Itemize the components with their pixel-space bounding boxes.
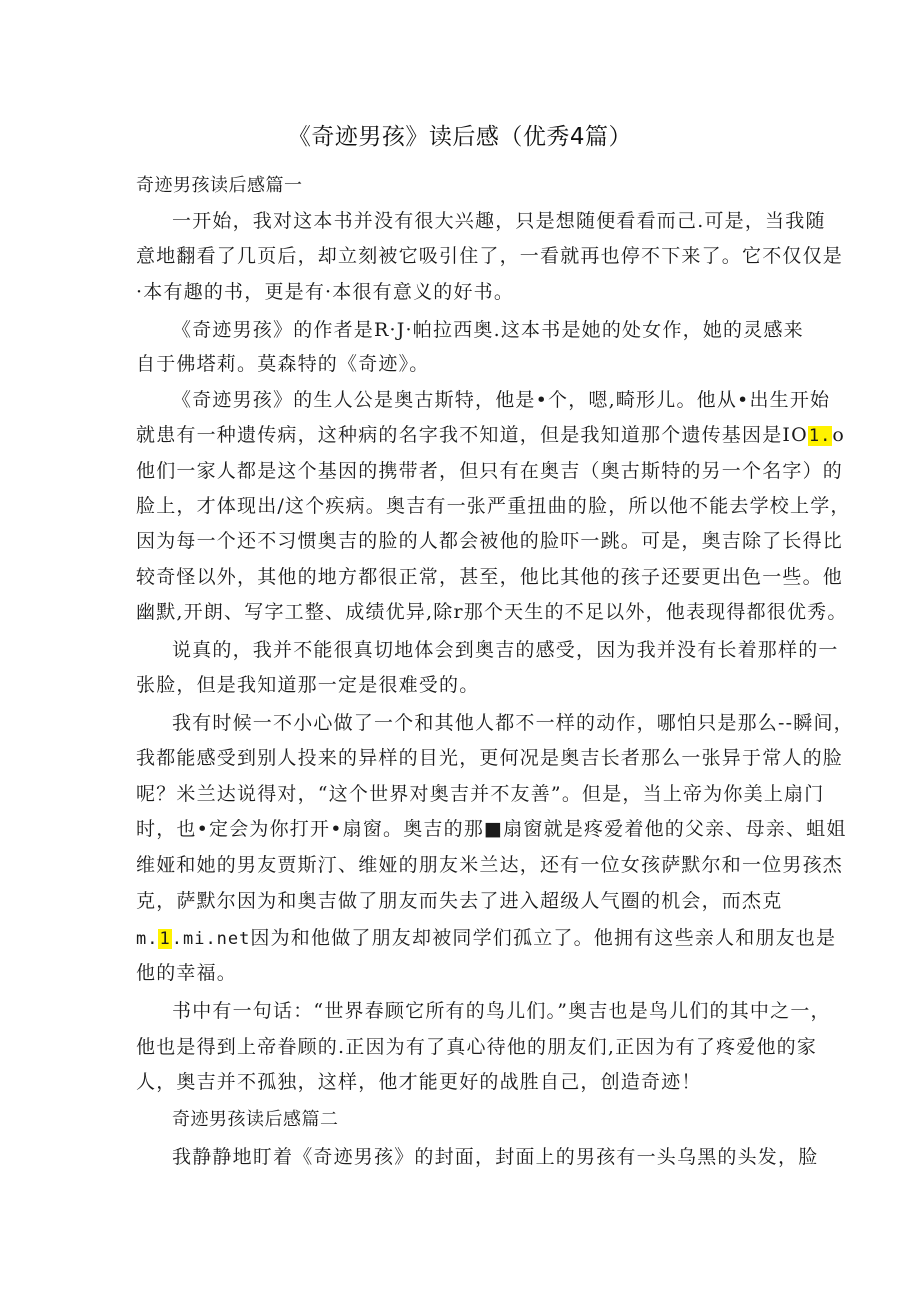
paragraph-line: 呢？米兰达说得对，“这个世界对奥吉并不友善”。但是，当上帝为你美上扇门 <box>136 783 825 805</box>
paragraph-line: 说真的，我并不能很真切地体会到奥吉的感受，因为我并没有长着那样的一 <box>172 639 839 661</box>
paragraph-line: 《奇迹男孩》的生人公是奥古斯特，他是•个，嗯,畸形儿。他从•出生开始 <box>172 389 831 411</box>
paragraph-line: 我有时候一不小心做了一个和其他人都不一样的动作，哪怕只是那么--瞬间， <box>172 712 854 734</box>
paragraph-line: 《奇迹男孩》的作者是R·J·帕拉西奥.这本书是她的处女作，她的灵感来 <box>172 319 804 341</box>
section-heading-1: 奇迹男孩读后感篇一 <box>136 175 303 196</box>
paragraph-line: 意地翻看了几页后，却立刻被它吸引住了，一看就再也停不下来了。它不仅仅是 <box>136 245 844 267</box>
highlighted-text: 1 <box>159 929 171 949</box>
paragraph-line: 他也是得到上帝眷顾的.正因为有了真心待他的朋友们,正因为有了疼爱他的家 <box>136 1036 818 1058</box>
paragraph-line <box>136 423 845 448</box>
paragraph-line <box>136 926 836 951</box>
line-text: 就患有一种遗传病，这种病的名字我不知道，但是我知道那个遗传基因是IO <box>136 424 808 446</box>
paragraph-line: 幽默,开朗、写字工整、成绩优异,除r那个天生的不足以外，他表现得都很优秀。 <box>136 601 848 623</box>
paragraph-line: 自于佛塔莉。莫森特的《奇迹》。 <box>136 353 430 375</box>
paragraph-line: 维娅和她的男友贾斯汀、维娅的朋友米兰达，还有一位女孩萨默尔和一位男孩杰 <box>136 854 844 876</box>
paragraph-line: 脸上，才体现出/这个疾病。奥吉有一张严重扭曲的脸，所以他不能去学校上学， <box>136 495 851 517</box>
line-text: m. <box>136 929 159 949</box>
highlighted-text: 1. <box>808 426 832 446</box>
paragraph-line: 时，也•定会为你打开•扇窗。奥吉的那■扇窗就是疼爱着他的父亲、母亲、蛆姐 <box>136 818 847 840</box>
paragraph-line: 一开始，我对这本书并没有很大兴趣，只是想随便看看而己.可是，当我随 <box>172 210 826 232</box>
paragraph-line: 我都能感受到别人投来的异样的目光，更何况是奥吉长者那么一张异于常人的脸 <box>136 747 844 769</box>
paragraph-line: 克，萨默尔因为和奥吉做了朋友而失去了进入超级人气圈的机会，而杰克 <box>136 890 783 912</box>
paragraph-line: 张脸，但是我知道那一定是很难受的。 <box>136 674 480 696</box>
section-heading-2: 奇迹男孩读后感篇二 <box>172 1109 339 1130</box>
paragraph-line: 因为每一个还不习惯奥吉的脸的人都会被他的脸吓一跳。可是，奥吉除了长得比 <box>136 530 844 552</box>
paragraph-line: ·本有趣的书，更是有·本很有意义的好书。 <box>136 281 515 303</box>
line-text: o <box>832 424 846 446</box>
document-title: 《奇迹男孩》读后感（优秀4篇） <box>287 124 633 150</box>
paragraph-line: 他的幸福。 <box>136 962 238 984</box>
paragraph-line: 他们一家人都是这个基因的携带者，但只有在奥吉（奥古斯特的另一个名字）的 <box>136 460 844 482</box>
paragraph-line: 人，奥吉并不孤独，这样，他才能更好的战胜自己，创造奇迹！ <box>136 1071 702 1093</box>
paragraph-line: 我静静地盯着《奇迹男孩》的封面，封面上的男孩有一头乌黑的头发，脸 <box>172 1146 819 1168</box>
paragraph-line: 较奇怪以外，其他的地方都很正常，甚至，他比其他的孩子还要更出色一些。他 <box>136 566 844 588</box>
line-text: 因为和他做了朋友却被同学们孤立了。他拥有这些亲人和朋友也是 <box>250 927 837 949</box>
paragraph-line: 书中有一句话：“世界春顾它所有的鸟儿们。”奥吉也是鸟儿们的其中之一， <box>172 1000 831 1022</box>
line-text: .mi.net <box>171 929 251 949</box>
